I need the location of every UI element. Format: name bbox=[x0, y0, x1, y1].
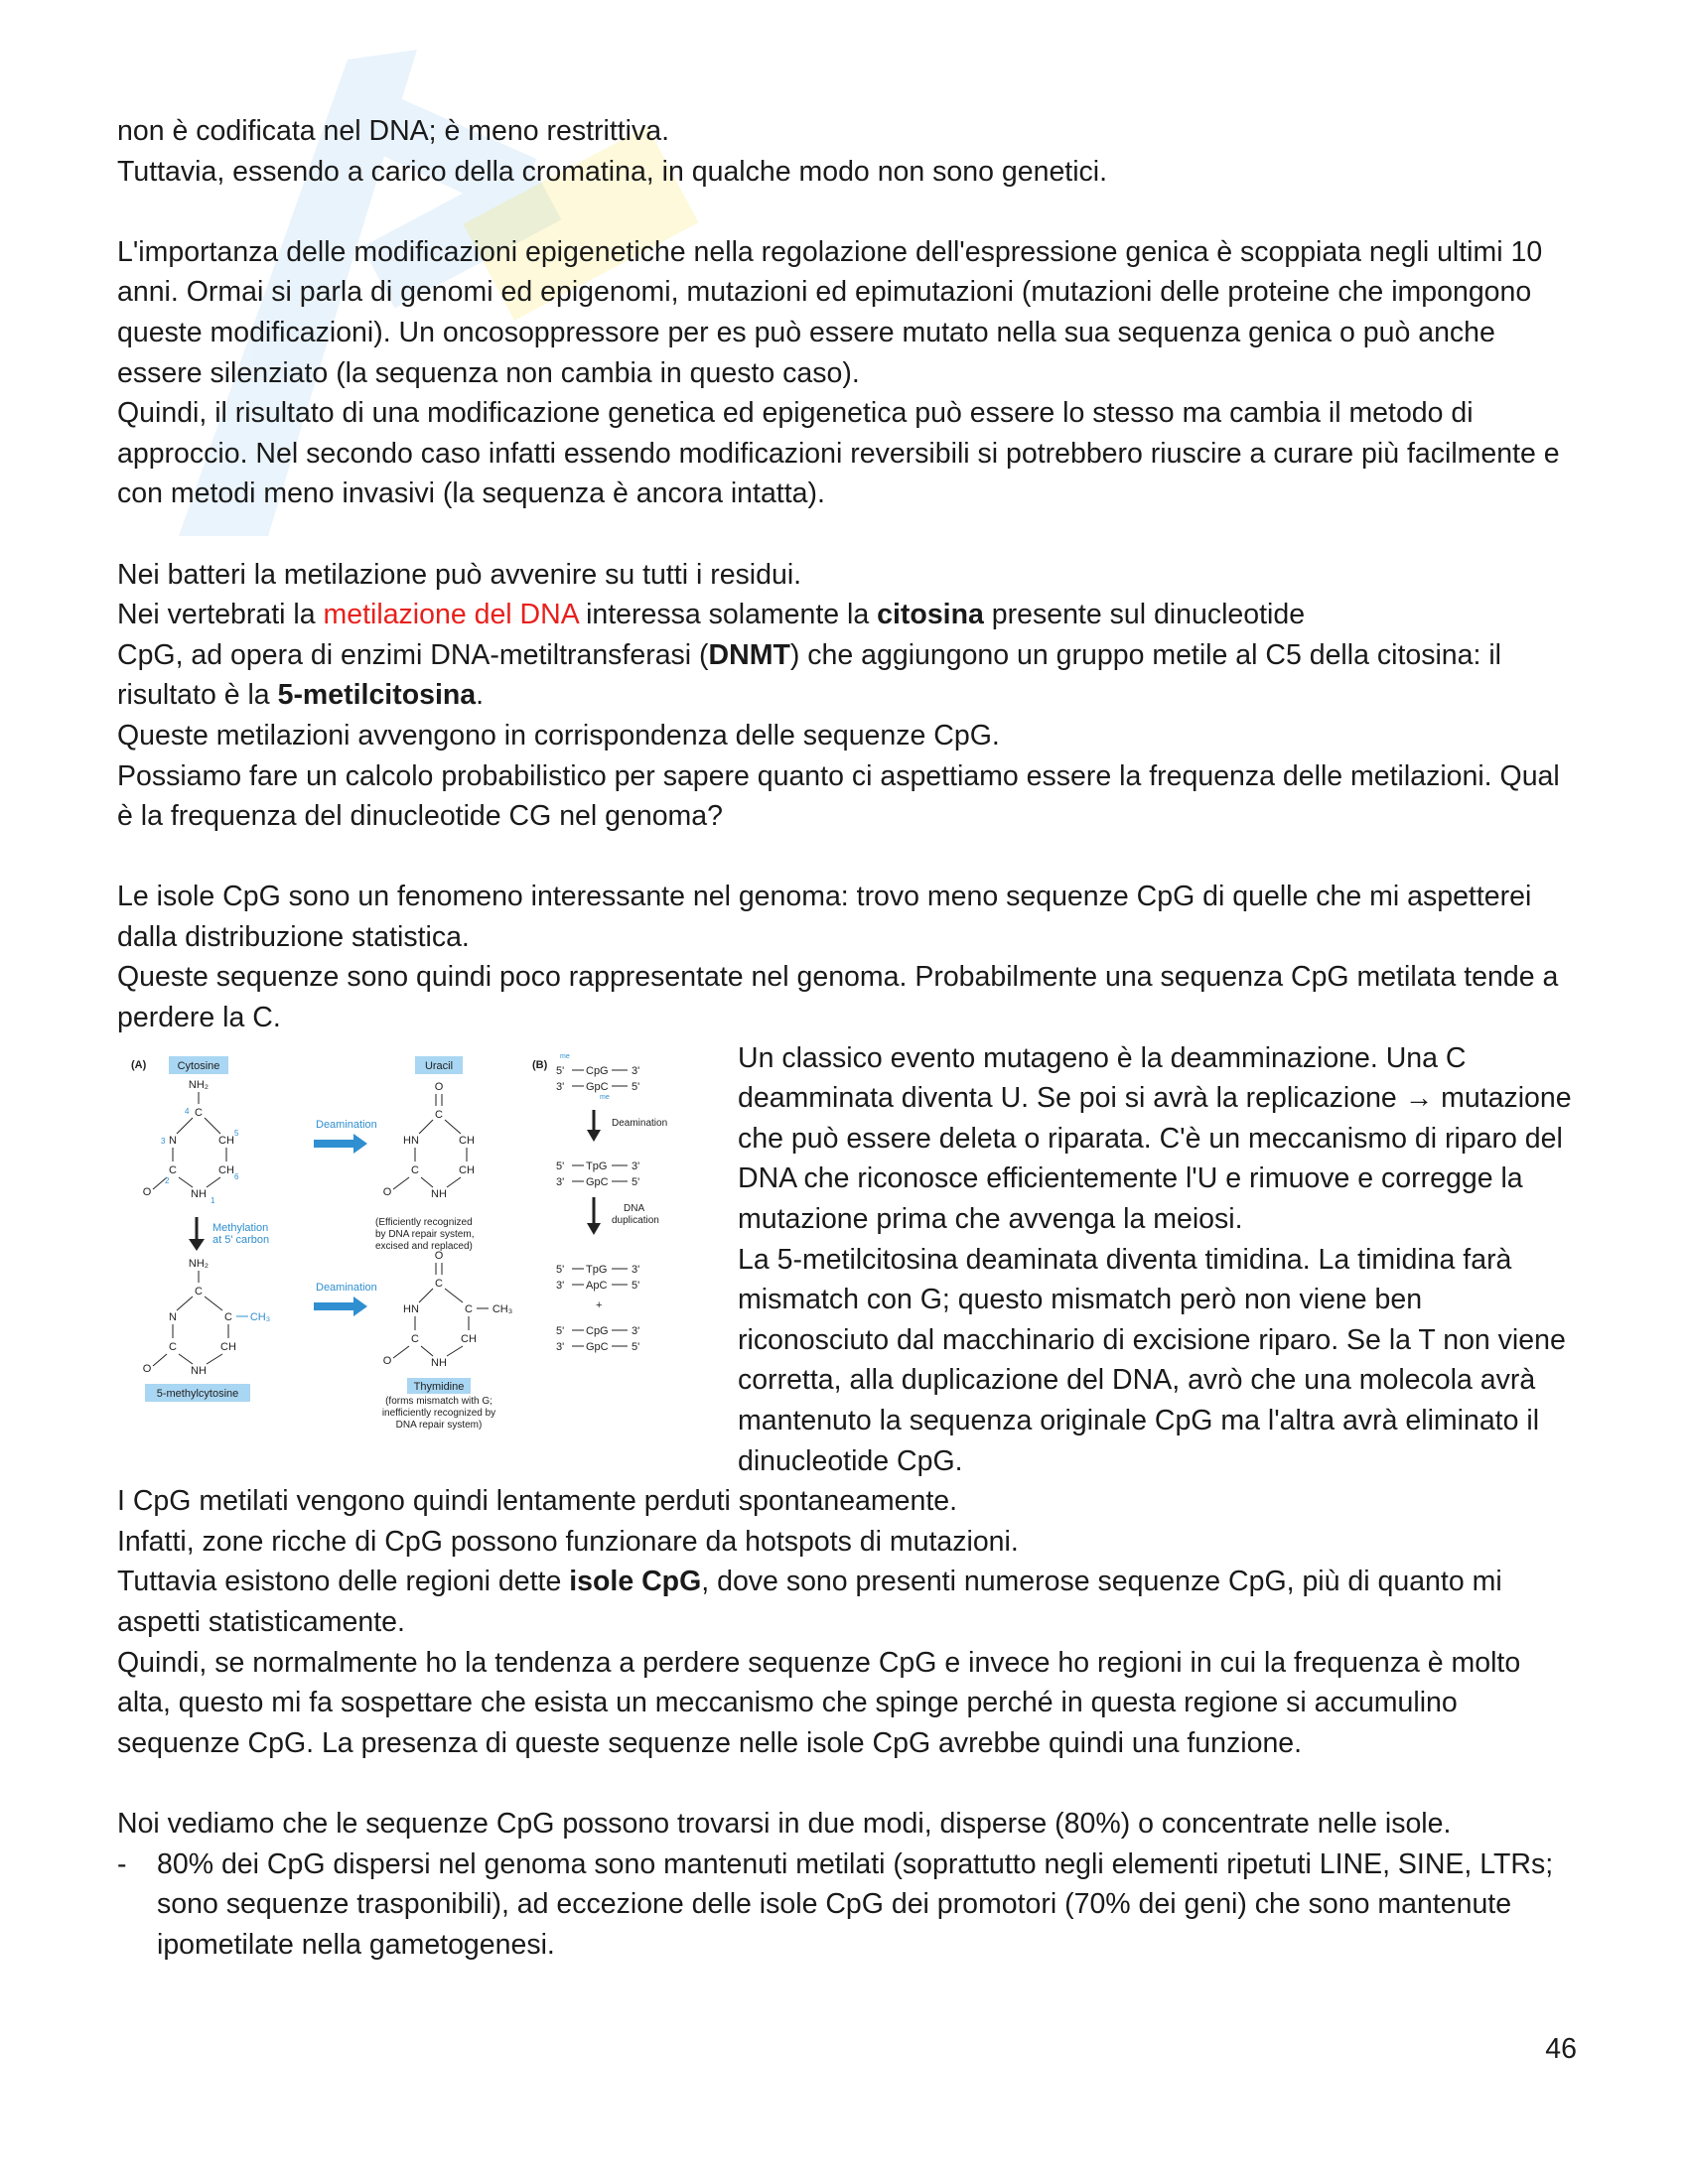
svg-text:5': 5' bbox=[556, 1160, 565, 1172]
svg-text:me: me bbox=[600, 1093, 610, 1101]
svg-text:excised and replaced): excised and replaced) bbox=[375, 1240, 473, 1252]
svg-text:5': 5' bbox=[556, 1263, 565, 1276]
svg-text:Deamination: Deamination bbox=[316, 1281, 377, 1294]
figure-side-text bbox=[738, 1038, 1577, 1281]
svg-text:at 5' carbon: at 5' carbon bbox=[212, 1233, 270, 1246]
paragraph: L'importanza delle modificazioni epigenetiche nella regolazione dell'espressione genica è scoppiata negli ultimi 10 anni. Ormai si parla di genomi ed epigenomi, mutazioni ed epimutazioni (mutazioni delle proteine che impongono queste modificazioni). Un oncosoppressore per es può essere mutato nella sua sequenza genica o può anche essere silenziato (la sequenza non cambia in questo caso). bbox=[117, 235, 1543, 389]
svg-text:3': 3' bbox=[632, 1263, 640, 1276]
svg-text:TpG: TpG bbox=[586, 1160, 608, 1172]
panel-a-label: (A) bbox=[131, 1058, 147, 1071]
svg-text:NH: NH bbox=[431, 1187, 447, 1200]
paragraph: Un classico evento mutageno è la deamminazione. Una C deamminata diventa U. Se poi si avrà la replicazione → mutazione che può essere deleta o riparata. C'è un meccanismo di riparo del DNA che riconosce efficientemente l'U e rimuove e corregge la mutazione prima che avvenga la meiosi. bbox=[738, 1041, 1572, 1236]
paragraph: La 5-metilcitosina deaminata diventa timidina. La timidina farà mismatch con G; questo mismatch però non viene ben riconosciuto dal macchinario di excisione riparo. Se la T non viene corretta, alla duplicazione del DNA, avrò che una molecola avrà mantenuto la sequenza originale CpG ma l'altra avrà eliminato il dinucleotide CpG. bbox=[738, 1243, 1566, 1477]
paragraph: Nei batteri la metilazione può avvenire su tutti i residui. bbox=[117, 558, 802, 591]
bold-term: citosina bbox=[877, 599, 984, 631]
svg-text:C: C bbox=[195, 1285, 203, 1297]
svg-text:HN: HN bbox=[403, 1134, 419, 1147]
svg-text:O: O bbox=[142, 1185, 152, 1198]
paragraph: Nei vertebrati la metilazione del DNA interessa solamente la citosina presente sul dinucleotide bbox=[117, 599, 1306, 631]
svg-text:CH₃: CH₃ bbox=[492, 1302, 513, 1315]
svg-text:3': 3' bbox=[556, 1080, 565, 1093]
svg-text:3': 3' bbox=[632, 1324, 640, 1337]
svg-text:3': 3' bbox=[632, 1064, 640, 1077]
figure-section bbox=[117, 1038, 1577, 1441]
bold-term: isole CpG bbox=[569, 1566, 702, 1598]
svg-text:NH₂: NH₂ bbox=[188, 1078, 210, 1091]
svg-text:NH: NH bbox=[431, 1356, 447, 1369]
list-bullet: - bbox=[117, 1847, 127, 1880]
panel-b-label: (B) bbox=[532, 1058, 548, 1071]
svg-text:5': 5' bbox=[632, 1080, 640, 1093]
paragraph: Quindi, se normalmente ho la tendenza a perdere sequenze CpG e invece ho regioni in cui la frequenza è molto alta, questo mi fa sospettare che esista un meccanismo che spinge perché in questa regione si accumulino sequenze CpG. La presenza di queste sequenze nelle isole CpG avrebbe quindi una funzione. bbox=[117, 1646, 1521, 1759]
svg-text:3: 3 bbox=[161, 1136, 166, 1146]
paragraph: Quindi, il risultato di una modificazione genetica ed epigenetica può essere lo stesso ma cambia il metodo di approccio. Nel secondo caso infatti essendo modificazioni reversibili si potrebbero riuscire a curare più facilmente e con metodi meno invasivi (la sequenza è ancora intatta). bbox=[117, 397, 1560, 510]
svg-text:CpG: CpG bbox=[586, 1064, 609, 1077]
svg-text:C: C bbox=[169, 1163, 177, 1176]
page-content bbox=[117, 111, 1577, 1965]
bold-term: 5-metilcitosina bbox=[277, 679, 477, 712]
svg-text:duplication: duplication bbox=[612, 1214, 659, 1226]
svg-text:CpG: CpG bbox=[586, 1324, 609, 1337]
svg-text:O: O bbox=[142, 1362, 152, 1375]
svg-text:6: 6 bbox=[234, 1171, 239, 1181]
svg-text:C: C bbox=[411, 1332, 419, 1345]
paragraph: CpG, ad opera di enzimi DNA-metiltransferasi (DNMT) che aggiungono un gruppo metile al C5 della citosina: il risultato è la 5-metilcitosina. bbox=[117, 638, 1501, 712]
svg-text:5: 5 bbox=[234, 1128, 239, 1138]
svg-text:CH₃: CH₃ bbox=[249, 1310, 271, 1323]
svg-text:3': 3' bbox=[632, 1160, 640, 1172]
svg-text:N: N bbox=[169, 1134, 177, 1147]
svg-text:O: O bbox=[434, 1249, 444, 1262]
svg-text:5': 5' bbox=[556, 1324, 565, 1337]
svg-text:C: C bbox=[465, 1302, 473, 1315]
page-number: 46 bbox=[1545, 2033, 1577, 2065]
svg-text:4: 4 bbox=[185, 1106, 190, 1116]
svg-text:C: C bbox=[224, 1310, 232, 1323]
svg-text:5': 5' bbox=[556, 1064, 565, 1077]
paragraph: Le isole CpG sono un fenomeno interessante nel genoma: trovo meno sequenze CpG di quelle che mi aspetterei dalla distribuzione statistica. bbox=[117, 881, 1532, 953]
svg-text:(forms mismatch with G;: (forms mismatch with G; bbox=[385, 1395, 492, 1407]
svg-text:inefficiently recognized by: inefficiently recognized by bbox=[381, 1407, 496, 1419]
svg-text:DNA repair system): DNA repair system) bbox=[395, 1419, 483, 1431]
methylcytosine-label: 5-methylcytosine bbox=[156, 1387, 239, 1400]
svg-text:+: + bbox=[596, 1298, 603, 1311]
arrow-icon: → bbox=[1404, 1082, 1434, 1115]
svg-text:3': 3' bbox=[556, 1340, 565, 1353]
svg-text:N: N bbox=[169, 1310, 177, 1323]
bold-term: DNMT bbox=[708, 638, 790, 671]
svg-text:Deamination: Deamination bbox=[612, 1117, 668, 1129]
paragraph: Infatti, zone ricche di CpG possono funzionare da hotspots di mutazioni. bbox=[117, 1525, 1019, 1558]
svg-text:C: C bbox=[435, 1108, 443, 1121]
svg-text:(Efficiently recognized: (Efficiently recognized bbox=[375, 1216, 473, 1228]
svg-text:CH: CH bbox=[218, 1163, 234, 1176]
list-item: - 80% dei CpG dispersi nel genoma sono mantenuti metilati (soprattutto negli elementi ripetuti LINE, SINE, LTRs; sono sequenze trasponibili), ad eccezione delle isole CpG dei promotori (70% dei geni) che sono mantenute ipometilate nella gametogenesi. bbox=[117, 1844, 1577, 1966]
svg-text:Deamination: Deamination bbox=[316, 1118, 377, 1131]
paragraph: Queste metilazioni avvengono in corrispondenza delle sequenze CpG. bbox=[117, 719, 1000, 751]
svg-text:CH: CH bbox=[459, 1134, 475, 1147]
svg-text:by DNA repair system,: by DNA repair system, bbox=[375, 1228, 475, 1240]
cytosine-label: Cytosine bbox=[177, 1059, 220, 1072]
paragraph: Tuttavia, essendo a carico della cromatina, in qualche modo non sono genetici. bbox=[117, 155, 1108, 188]
svg-text:CH: CH bbox=[459, 1163, 475, 1176]
svg-text:NH₂: NH₂ bbox=[188, 1257, 210, 1270]
svg-text:3': 3' bbox=[556, 1175, 565, 1188]
paragraph: Noi vediamo che le sequenze CpG possono trovarsi in due modi, disperse (80%) o concentrate nelle isole. bbox=[117, 1807, 1452, 1840]
paragraph: I CpG metilati vengono quindi lentamente perduti spontaneamente. bbox=[117, 1485, 958, 1518]
svg-text:ApC: ApC bbox=[586, 1279, 608, 1292]
svg-text:5': 5' bbox=[632, 1279, 640, 1292]
svg-text:DNA: DNA bbox=[624, 1202, 645, 1214]
svg-text:2: 2 bbox=[165, 1175, 170, 1185]
svg-text:GpC: GpC bbox=[586, 1175, 609, 1188]
deamination-figure bbox=[117, 1046, 703, 1433]
svg-text:CH: CH bbox=[220, 1340, 236, 1353]
svg-text:C: C bbox=[195, 1106, 203, 1119]
svg-text:O: O bbox=[382, 1354, 392, 1367]
svg-text:O: O bbox=[434, 1080, 444, 1093]
paragraph: Possiamo fare un calcolo probabilistico per sapere quanto ci aspettiamo essere la frequenza delle metilazioni. Qual è la frequenza del dinucleotide CG nel genoma? bbox=[117, 759, 1560, 833]
highlighted-term: metilazione del DNA bbox=[323, 599, 579, 631]
thymidine-label: Thymidine bbox=[413, 1380, 465, 1393]
svg-text:GpC: GpC bbox=[586, 1080, 609, 1093]
svg-text:TpG: TpG bbox=[586, 1263, 608, 1276]
svg-text:CH: CH bbox=[461, 1332, 477, 1345]
svg-text:5': 5' bbox=[632, 1175, 640, 1188]
paragraph: Tuttavia esistono delle regioni dette isole CpG, dove sono presenti numerose sequenze CpG, più di quanto mi aspetti statisticamente. bbox=[117, 1566, 1502, 1638]
svg-text:GpC: GpC bbox=[586, 1340, 609, 1353]
svg-text:C: C bbox=[435, 1277, 443, 1290]
svg-text:Methylation: Methylation bbox=[212, 1221, 269, 1234]
svg-text:C: C bbox=[169, 1340, 177, 1353]
svg-text:O: O bbox=[382, 1185, 392, 1198]
svg-text:1: 1 bbox=[211, 1195, 215, 1205]
svg-text:me: me bbox=[560, 1052, 570, 1060]
svg-text:NH: NH bbox=[191, 1364, 207, 1377]
uracil-label: Uracil bbox=[424, 1059, 454, 1072]
svg-text:HN: HN bbox=[403, 1302, 419, 1315]
svg-text:3': 3' bbox=[556, 1279, 565, 1292]
paragraph: non è codificata nel DNA; è meno restrittiva. bbox=[117, 115, 670, 147]
paragraph: Queste sequenze sono quindi poco rappresentate nel genoma. Probabilmente una sequenza CpG metilata tende a perdere la C. bbox=[117, 961, 1559, 1034]
svg-text:CH: CH bbox=[218, 1134, 234, 1147]
svg-text:NH: NH bbox=[191, 1187, 207, 1200]
svg-text:C: C bbox=[411, 1163, 419, 1176]
svg-text:5': 5' bbox=[632, 1340, 640, 1353]
